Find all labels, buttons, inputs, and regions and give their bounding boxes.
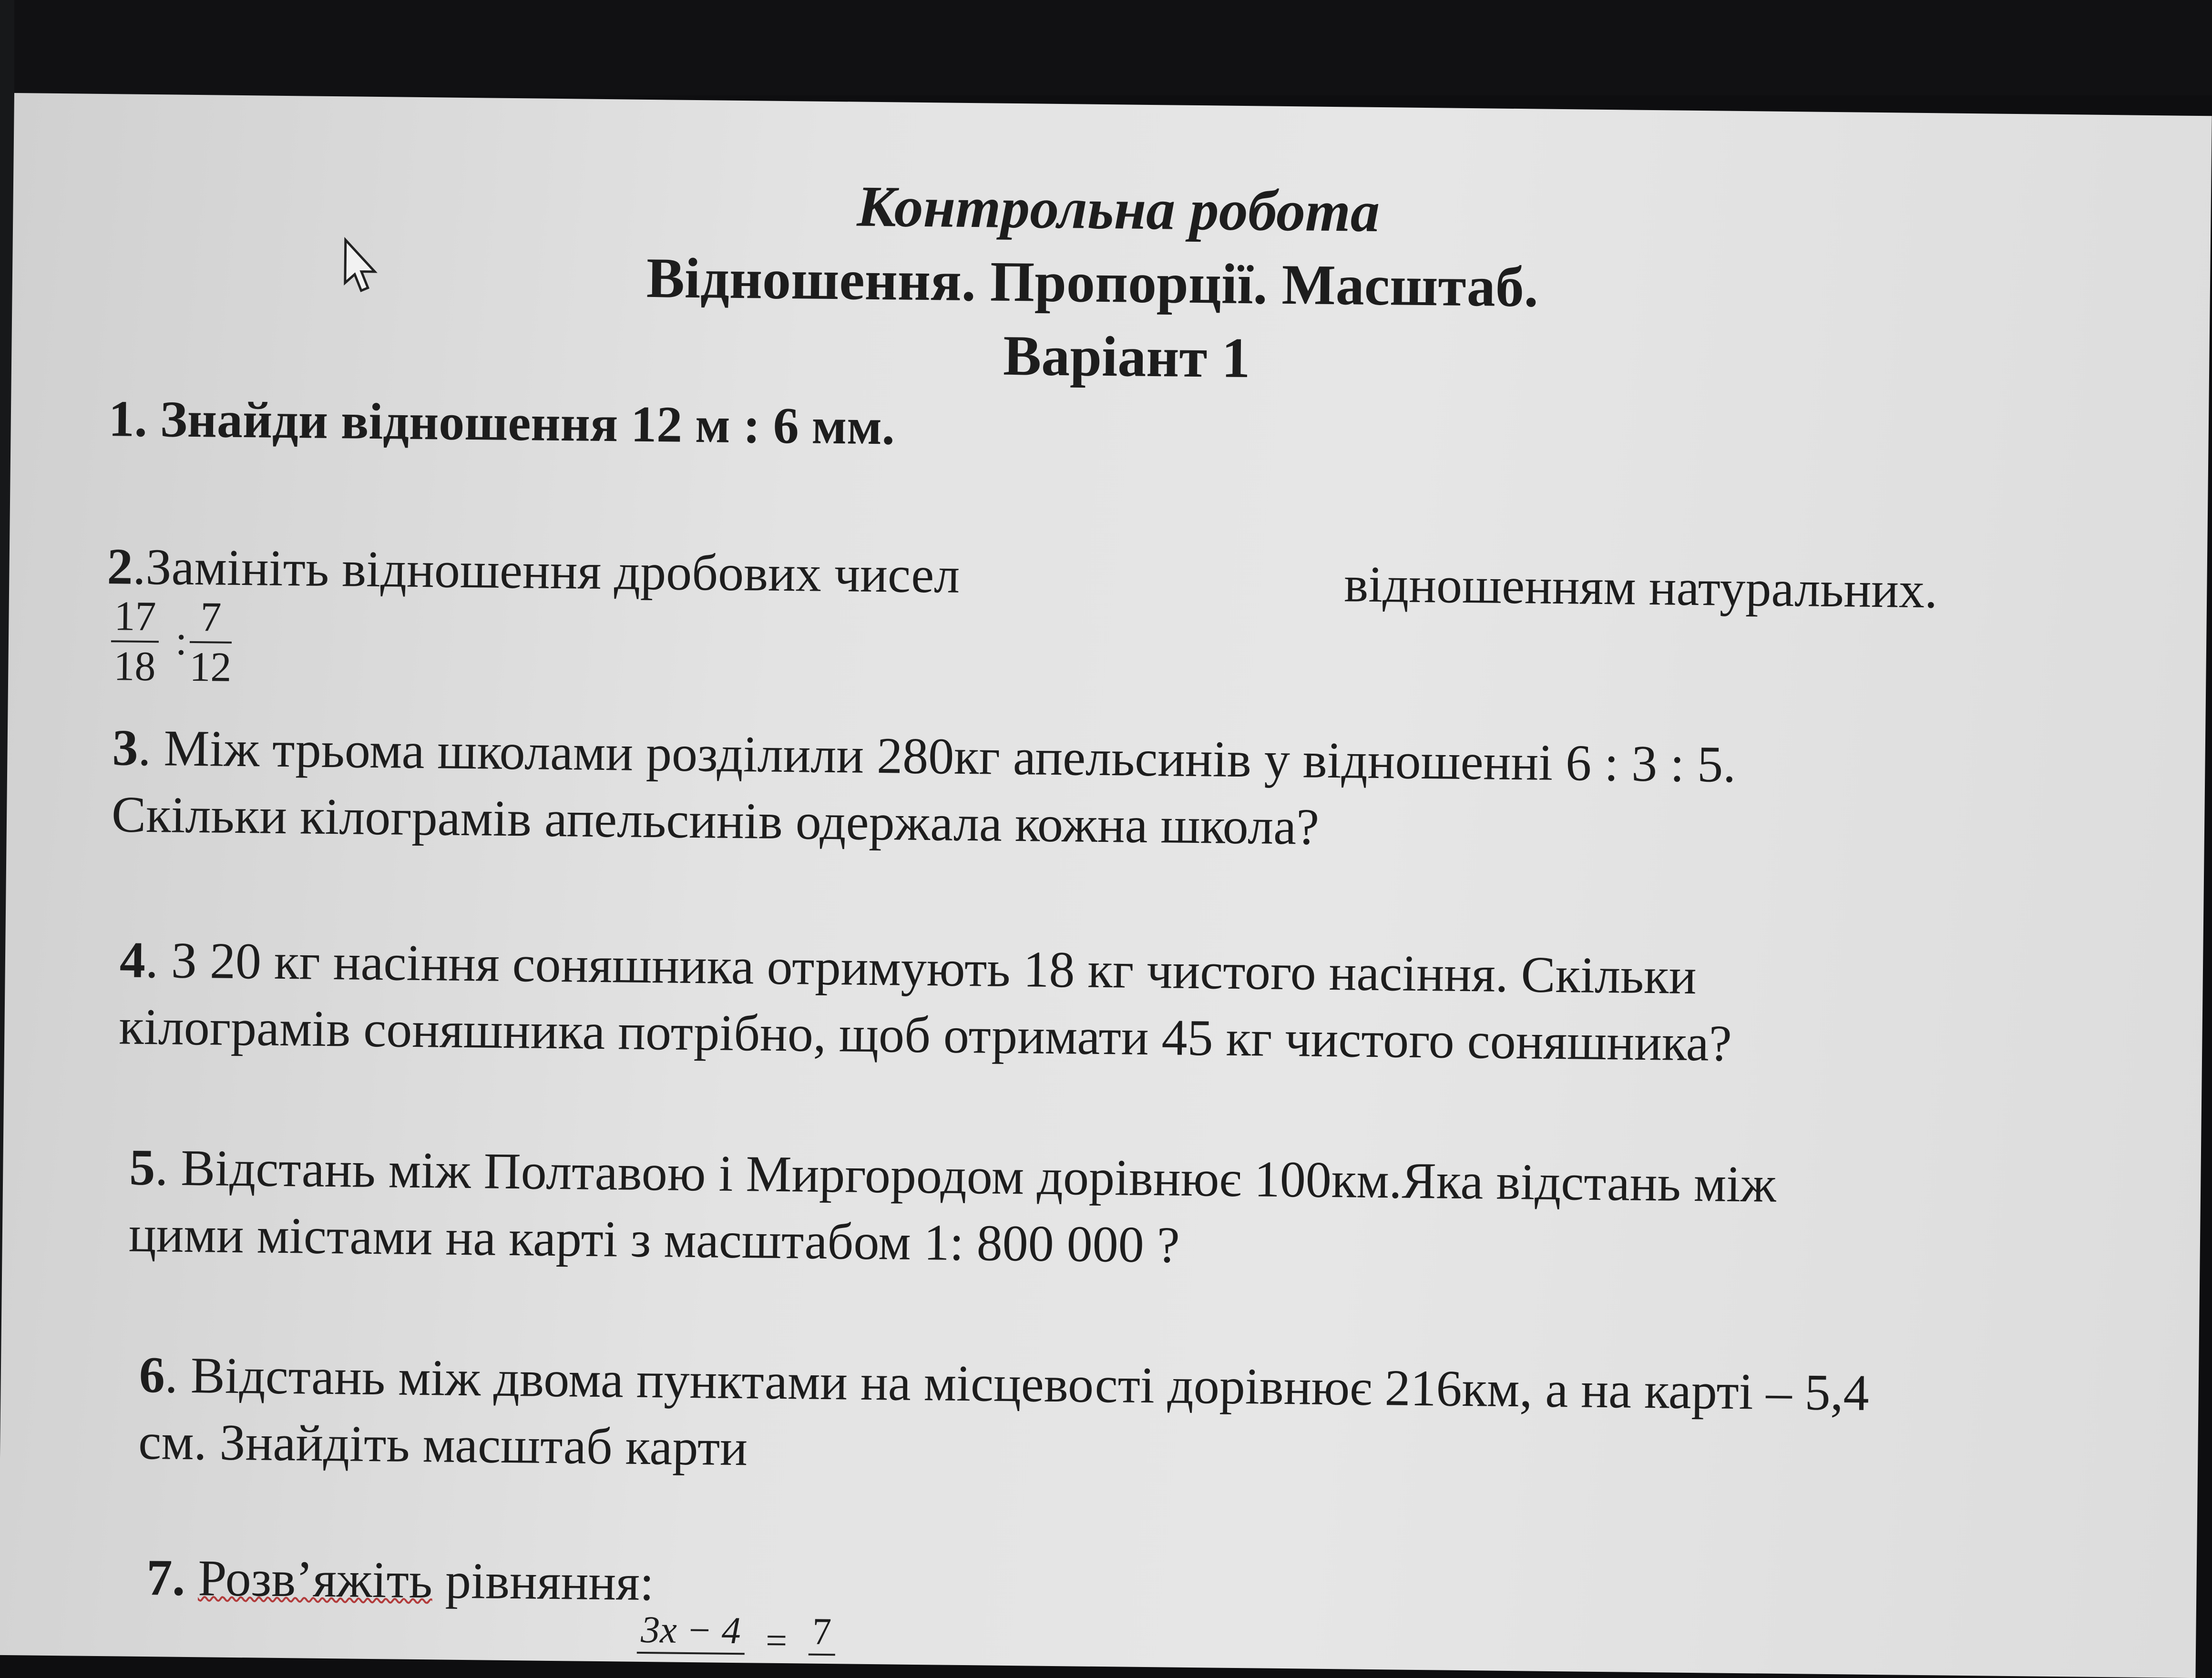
equation-rhs: 7	[809, 1610, 836, 1656]
task-4-line-1	[119, 931, 1697, 1006]
task-3-line-2: Скільки кілограмів апельсинів одержала кожна школа?	[111, 786, 1320, 856]
task-text: . З 20 кг насіння соняшника отримують 18 кг чистого насіння. Скільки	[145, 931, 1697, 1005]
task-number: 6	[139, 1346, 165, 1404]
fraction-17-18	[111, 592, 159, 691]
task-word: Розв’яжіть	[197, 1550, 433, 1609]
fraction-denominator: 12	[189, 644, 232, 691]
task-number: 2	[106, 538, 133, 595]
task-7-line: 7. Розв’яжіть рівняння:	[146, 1549, 655, 1612]
task-text: .Замініть відношення дробових чисел	[132, 538, 960, 604]
document-subtitle: Відношення. Пропорції. Масштаб.	[646, 246, 1539, 319]
variant-label: Варіант 1	[1003, 323, 1251, 390]
task-1	[108, 389, 895, 457]
equation-equals: =	[765, 1619, 788, 1662]
mouse-pointer-icon	[341, 237, 380, 295]
task-2-line-end: відношенням натуральних.	[1343, 556, 1938, 619]
task-4-line-2: кілограмів соняшника потрібно, щоб отримати 45 кг чистого соняшника?	[118, 998, 1732, 1072]
task-6-line-1	[139, 1346, 1869, 1423]
task-5-line-1	[129, 1138, 1777, 1215]
task-number: 4	[119, 931, 146, 989]
task-3-line-1	[112, 718, 1736, 795]
task-text: . Відстань між Полтавою і Миргородом дорівнює 100км.Яка відстань між	[154, 1139, 1777, 1213]
task-2-line	[107, 537, 960, 605]
equation-numerator: 3x − 4	[637, 1608, 745, 1655]
task-word: рівняння:	[445, 1552, 655, 1612]
fraction-numerator: 17	[111, 592, 159, 643]
task-text: . Відстань між двома пунктами на місцевості дорівнює 216км, а на карті – 5,4	[164, 1347, 1870, 1422]
monitor-top-bezel	[0, 0, 2212, 95]
task-number: 5	[129, 1139, 156, 1197]
task-number: 1	[108, 390, 135, 448]
task-text: . Між трьома школами розділили 280кг апельсинів у відношенні 6 : 3 : 5.	[137, 719, 1736, 793]
task-6-line-2: см. Знайдіть масштаб карти	[138, 1413, 748, 1477]
task-number: 7	[146, 1549, 173, 1606]
task-number: 3	[112, 719, 139, 777]
fraction-denominator: 18	[113, 643, 156, 690]
document-page	[0, 93, 2212, 1678]
fraction-numerator: 7	[190, 593, 232, 644]
task-text: . Знайди відношення 12 м : 6 мм.	[134, 390, 895, 456]
document-title: Контрольна робота	[856, 174, 1380, 245]
ratio-colon: :	[175, 617, 187, 664]
task-5-line-2: цими містами на карті з масштабом 1: 800 000 ?	[128, 1206, 1180, 1274]
fraction-7-12	[189, 593, 232, 692]
